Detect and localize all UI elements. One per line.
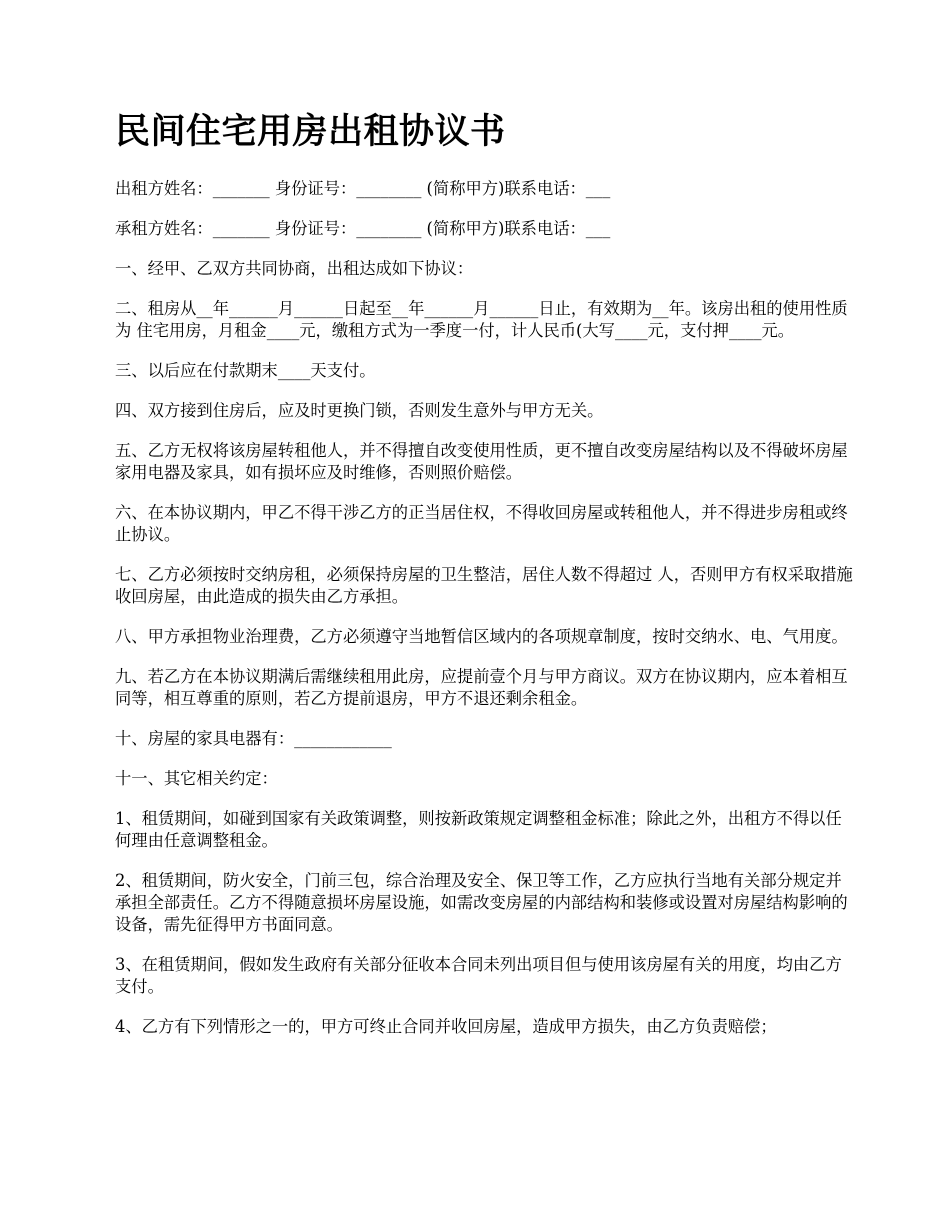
sub-clause-1: 1、租赁期间，如碰到国家有关政策调整，则按新政策规定调整租金标准；除此之外，出租方不得以任何理由任意调整租金。 <box>115 809 842 850</box>
sub-clause-2: 2、租赁期间，防火安全，门前三包，综合治理及安全、保卫等工作，乙方应执行当地有关部分规定并承担全部责任。乙方不得随意损坏房屋设施，如需改变房屋的内部结构和装修或设置对房屋结构影响的设备，需先征得甲方书面同意。 <box>115 871 848 934</box>
clause-6: 六、在本协议期内，甲乙不得干涉乙方的正当居住权，不得收回房屋或转租他人，并不得进步房租或终止协议。 <box>115 503 848 544</box>
clause-4: 四、双方接到住房后，应及时更换门锁，否则发生意外与甲方无关。 <box>115 401 604 420</box>
clause-3: 三、以后应在付款期末____天支付。 <box>115 361 376 380</box>
sub-clause-4: 4、乙方有下列情形之一的，甲方可终止合同并收回房屋，造成甲方损失，由乙方负责赔偿； <box>115 1017 777 1036</box>
lessee-info: 承租方姓名：_______ 身份证号：________ (简称甲方)联系电话：___ <box>115 219 611 238</box>
clause-11: 十一、其它相关约定： <box>115 769 278 788</box>
clause-2: 二、租房从__年______月______日起至__年______月______日止，有效期为__年。该房出租的使用性质为 住宅用房，月租金____元，缴租方式为一季度一付，计人民币(大写____元，支付押____元。 <box>115 299 848 340</box>
lessor-info: 出租方姓名：_______ 身份证号：________ (简称甲方)联系电话：___ <box>115 179 611 198</box>
sub-clause-3: 3、在租赁期间，假如发生政府有关部分征收本合同未列出项目但与使用该房屋有关的用度，均由乙方支付。 <box>115 955 842 996</box>
document-title: 民间住宅用房出租协议书 <box>115 112 506 152</box>
clause-9: 九、若乙方在本协议期满后需继续租用此房，应提前壹个月与甲方商议。双方在协议期内，应本着相互同等，相互尊重的原则，若乙方提前退房，甲方不退还剩余租金。 <box>115 667 848 708</box>
clause-5: 五、乙方无权将该房屋转租他人，并不得擅自改变使用性质，更不擅自改变房屋结构以及不得破坏房屋家用电器及家具，如有损坏应及时维修，否则照价赔偿。 <box>115 441 848 482</box>
clause-10: 十、房屋的家具电器有：____________ <box>115 729 392 748</box>
clause-8: 八、甲方承担物业治理费，乙方必须遵守当地暂信区域内的各项规章制度，按时交纳水、电、气用度。 <box>115 627 848 646</box>
document-page <box>115 108 855 1056</box>
clause-1: 一、经甲、乙双方共同协商，出租达成如下协议： <box>115 259 474 278</box>
clause-7: 七、乙方必须按时交纳房租，必须保持房屋的卫生整洁，居住人数不得超过 人，否则甲方有权采取措施收回房屋，由此造成的损失由乙方承担。 <box>115 565 853 606</box>
